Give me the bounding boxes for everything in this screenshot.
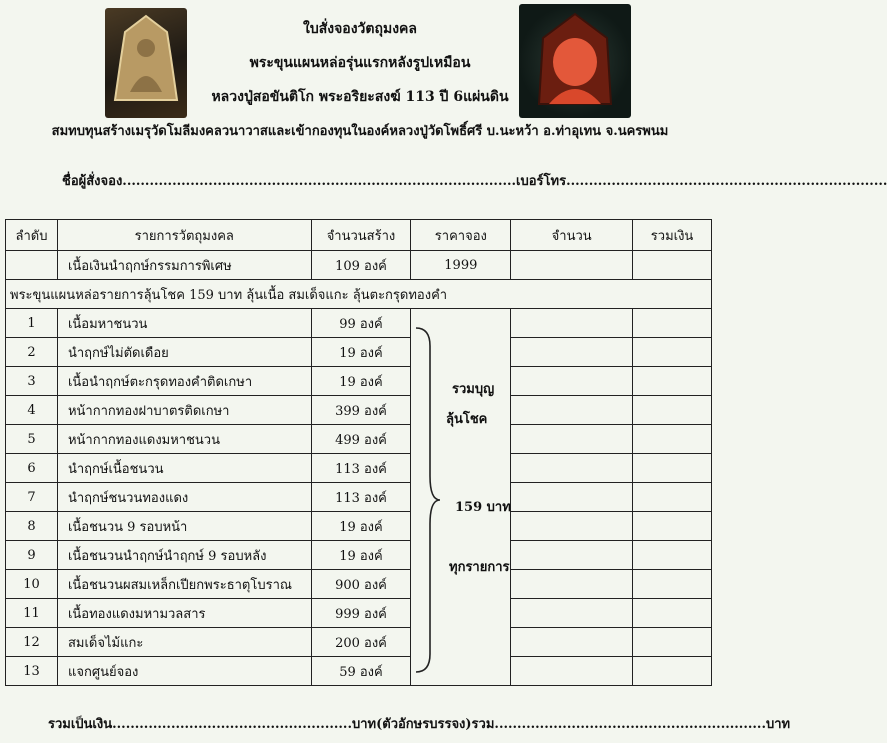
table-row [6, 657, 712, 686]
row-qty: 999 องค์ [311, 599, 411, 628]
note-line4: ทุกรายการ [449, 560, 510, 575]
row-qty: 499 องค์ [311, 425, 411, 454]
table-row-lottery-title [6, 280, 712, 309]
total-cell[interactable] [633, 338, 712, 367]
total-cell[interactable] [633, 628, 712, 657]
order-quantity-cell[interactable] [511, 512, 633, 541]
row-no: 4 [6, 396, 58, 425]
header-item: รายการวัตถุมงคล [57, 220, 311, 251]
table-header-row [6, 220, 712, 251]
header-total: รวมเงิน [633, 220, 712, 251]
order-quantity-cell[interactable] [511, 396, 633, 425]
row-qty: 109 องค์ [311, 251, 411, 280]
row-qty: 399 องค์ [311, 396, 411, 425]
row-item: เนื้อนำฤกษ์ตะกรุดทองคำติดเกษา [57, 367, 311, 396]
row-qty: 113 องค์ [311, 483, 411, 512]
form-title: ใบสั่งจองวัตถุมงคล [303, 21, 417, 37]
note-line3: 159 บาท [455, 500, 511, 515]
lottery-title: พระขุนแผนหล่อรายการลุ้นโชค 159 บาท ลุ้นเนื้อ สมเด็จแกะ ลุ้นตะกรุดทองคำ [6, 280, 712, 309]
order-quantity-cell[interactable] [511, 628, 633, 657]
order-quantity-cell[interactable] [511, 454, 633, 483]
order-quantity-cell[interactable] [511, 338, 633, 367]
row-qty: 900 องค์ [311, 570, 411, 599]
order-quantity-cell[interactable] [511, 425, 633, 454]
table-row [6, 599, 712, 628]
header-order-quantity: จำนวน [511, 220, 633, 251]
order-quantity-cell[interactable] [511, 657, 633, 686]
table-row [6, 367, 712, 396]
row-no: 5 [6, 425, 58, 454]
order-quantity-cell[interactable] [511, 309, 633, 338]
order-quantity-cell[interactable] [511, 367, 633, 396]
monk-name: หลวงปู่สอขันติโก พระอริยะสงฆ์ 113 ปี 6แผ่นดิน [211, 89, 509, 105]
total-cell[interactable] [633, 367, 712, 396]
header-price: ราคาจอง [411, 220, 511, 251]
order-quantity-cell[interactable] [511, 599, 633, 628]
table-row [6, 338, 712, 367]
row-qty: 19 องค์ [311, 338, 411, 367]
total-cell[interactable] [633, 541, 712, 570]
total-cell[interactable] [633, 657, 712, 686]
orderer-info-line: ชื่อผู้สั่งจอง.......................................................................................เบอร์โทร....................................................................... [62, 174, 887, 189]
row-no: 10 [6, 570, 58, 599]
row-price: 1999 [411, 251, 511, 280]
order-quantity-cell[interactable] [511, 570, 633, 599]
row-no: 1 [6, 309, 58, 338]
order-quantity-cell[interactable] [511, 251, 633, 280]
order-table [5, 219, 712, 686]
row-item: เนื้อเงินนำฤกษ์กรรมการพิเศษ [57, 251, 311, 280]
row-no: 12 [6, 628, 58, 657]
total-cell[interactable] [633, 512, 712, 541]
table-row [6, 628, 712, 657]
table-row [6, 396, 712, 425]
row-qty: 59 องค์ [311, 657, 411, 686]
row-qty: 19 องค์ [311, 541, 411, 570]
row-no: 8 [6, 512, 58, 541]
table-row [6, 454, 712, 483]
note-line2: ลุ้นโชค [446, 412, 488, 427]
total-cell[interactable] [633, 570, 712, 599]
row-item: นำฤกษ์เนื้อชนวน [57, 454, 311, 483]
total-line: รวมเป็นเงิน.....................................................บาท(ตัวอักษรบรรจง)รวม............................................................บาท [48, 717, 791, 732]
table-row [6, 570, 712, 599]
note-line1: รวมบุญ [452, 382, 495, 397]
row-no: 3 [6, 367, 58, 396]
row-item: หน้ากากทองฝาบาตรติดเกษา [57, 396, 311, 425]
order-quantity-cell[interactable] [511, 541, 633, 570]
row-item: แจกศูนย์จอง [57, 657, 311, 686]
row-no: 6 [6, 454, 58, 483]
table-row [6, 425, 712, 454]
row-item: เนื้อชนวนผสมเหล็กเปียกพระธาตุโบราณ [57, 570, 311, 599]
total-cell[interactable] [633, 483, 712, 512]
header-quantity-made: จำนวนสร้าง [311, 220, 411, 251]
order-quantity-cell[interactable] [511, 483, 633, 512]
table-row [6, 541, 712, 570]
table-row [6, 512, 712, 541]
row-item: เนื้อชนวนนำฤกษ์นำฤกษ์ 9 รอบหลัง [57, 541, 311, 570]
table-row [6, 483, 712, 512]
row-item: เนื้อมหาชนวน [57, 309, 311, 338]
total-cell[interactable] [633, 309, 712, 338]
table-row-special [6, 251, 712, 280]
row-item: นำฤกษ์ชนวนทองแดง [57, 483, 311, 512]
row-qty: 113 องค์ [311, 454, 411, 483]
total-cell[interactable] [633, 454, 712, 483]
row-item: เนื้อชนวน 9 รอบหน้า [57, 512, 311, 541]
amulet-name: พระขุนแผนหล่อรุ่นแรกหลังรูปเหมือน [249, 55, 471, 71]
total-cell[interactable] [633, 599, 712, 628]
row-item: หน้ากากทองแดงมหาชนวน [57, 425, 311, 454]
row-qty: 19 องค์ [311, 367, 411, 396]
row-item: นำฤกษ์ไม่ตัดเดือย [57, 338, 311, 367]
total-cell[interactable] [633, 251, 712, 280]
total-cell[interactable] [633, 396, 712, 425]
total-cell[interactable] [633, 425, 712, 454]
row-item: เนื้อทองแดงมหามวลสาร [57, 599, 311, 628]
row-no: 2 [6, 338, 58, 367]
row-no: 11 [6, 599, 58, 628]
row-qty: 19 องค์ [311, 512, 411, 541]
row-no: 7 [6, 483, 58, 512]
header-no: ลำดับ [6, 220, 58, 251]
row-qty: 200 องค์ [311, 628, 411, 657]
row-no [6, 251, 58, 280]
row-qty: 99 องค์ [311, 309, 411, 338]
purpose-line: สมทบทุนสร้างเมรุวัดโมลีมงคลวนาวาสและเข้ากองทุนในองค์หลวงปู่วัดโพธิ์ศรี บ.นะหว้า อ.ท่าอุเทน จ.นครพนม [51, 124, 669, 139]
table-row [6, 309, 712, 338]
row-no: 9 [6, 541, 58, 570]
brace-icon [412, 326, 442, 674]
row-no: 13 [6, 657, 58, 686]
row-item: สมเด็จไม้แกะ [57, 628, 311, 657]
